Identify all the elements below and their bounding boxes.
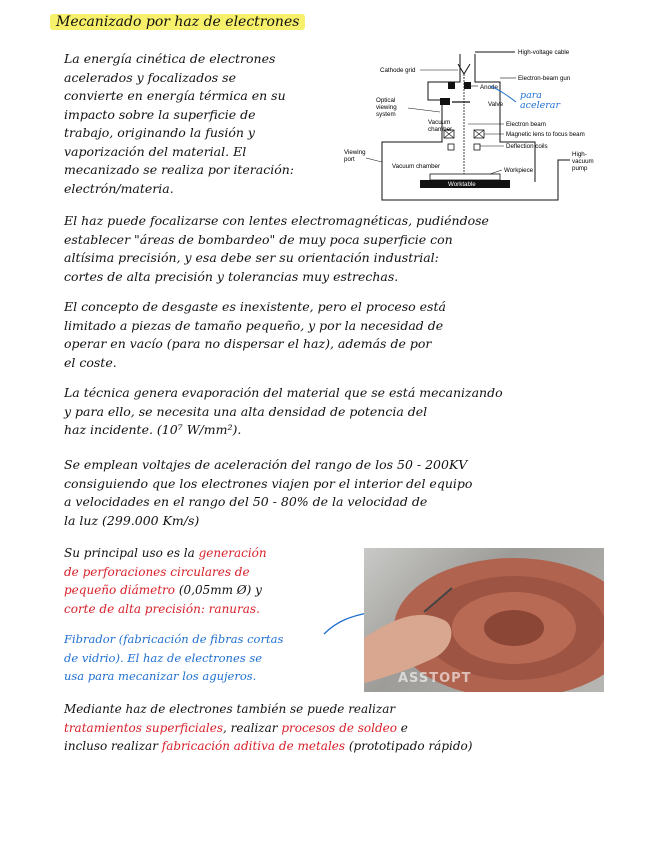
intro-line: mecanizado se realiza por iteración:: [64, 162, 295, 177]
paragraph-focalizacion: [64, 212, 489, 286]
text-line: pequeño diámetro (0,05mm Ø) y: [64, 583, 262, 597]
intro-line: La energía cinética de electrones: [64, 51, 276, 66]
text-line: Se emplean voltajes de aceleración del rango de los 50 - 200KV: [64, 457, 468, 472]
label-worktable: Worktable: [448, 181, 476, 188]
paragraph-voltajes: [64, 456, 472, 530]
label-workpiece: Workpiece: [504, 167, 534, 174]
label-electron-beam: Electron beam: [506, 121, 546, 128]
photo-machining-part: [364, 548, 604, 692]
text-line: El haz puede focalizarse con lentes electromagnéticas, pudiéndose: [64, 213, 489, 228]
label-cathode-grid: Cathode grid: [380, 67, 416, 74]
text-line: incluso realizar fabricación aditiva de metales (prototipado rápido): [64, 739, 473, 753]
intro-line: impacto sobre la superficie de: [64, 106, 256, 122]
text-line: Fibrador (fabricación de fibras cortas: [64, 632, 284, 646]
text-line: Mediante haz de electrones también se puede realizar: [64, 702, 396, 716]
text-line: la luz (299.000 Km/s): [64, 512, 200, 528]
label-deflection-coils: Deflection coils: [506, 143, 548, 150]
label-high-vacuum-pump: High- vacuum pump: [572, 151, 594, 172]
text-line: el coste.: [64, 354, 117, 370]
intro-line: trabajo, originando la fusión y: [64, 125, 255, 140]
text-line: operar en vacío (para no dispersar el haz), además de por: [64, 336, 432, 351]
electron-beam-machine-diagram: [340, 42, 640, 207]
label-electron-beam-gun: Electron-beam gun: [518, 75, 571, 82]
text-line: altísima precisión, y esa debe ser su orientación industrial:: [64, 250, 439, 265]
text-line: a velocidades en el rango del 50 - 80% de la velocidad de: [64, 494, 428, 509]
text-line: corte de alta precisión: ranuras.: [64, 601, 260, 616]
label-vacuum-chamber: Vacuum chamber: [392, 163, 441, 170]
intro-paragraph: [64, 50, 294, 198]
text-line: de perforaciones circulares de: [64, 564, 250, 579]
text-line: El concepto de desgaste es inexistente, pero el proceso está: [64, 299, 446, 314]
text-line: Su principal uso es la generación: [64, 546, 267, 560]
photo-watermark: ASSTOPT: [398, 671, 472, 686]
page-title: Mecanizado por haz de electrones: [50, 14, 305, 30]
intro-line: acelerados y focalizados se: [64, 69, 236, 85]
text-line: consiguiendo que los electrones viajen por el interior del equipo: [64, 475, 473, 491]
paragraph-evaporacion: [64, 384, 503, 440]
text-line: establecer "áreas de bombardeo" de muy poca superficie con: [64, 231, 453, 247]
text-line: de vidrio). El haz de electrones se: [64, 650, 263, 665]
paragraph-otras-aplicaciones: [64, 700, 472, 756]
label-valve: Valve: [488, 101, 504, 108]
text-line: cortes de alta precisión y tolerancias muy estrechas.: [64, 268, 399, 284]
paragraph-desgaste: [64, 298, 446, 372]
intro-line: electrón/materia.: [64, 180, 174, 196]
intro-line: vaporización del material. El: [64, 143, 247, 159]
label-high-voltage-cable: High-voltage cable: [518, 49, 570, 56]
text-line: tratamientos superficiales, realizar procesos de soldeo e: [64, 720, 408, 735]
text-line: y para ello, se necesita una alta densidad de potencia del: [64, 403, 428, 419]
paragraph-fibrador: [64, 630, 283, 686]
note-para-acelerar: para acelerar: [520, 90, 561, 111]
paragraph-uso-principal: [64, 544, 267, 618]
text-line: limitado a piezas de tamaño pequeño, y por la necesidad de: [64, 317, 444, 333]
intro-line: convierte en energía térmica en su: [64, 88, 286, 103]
text-line: usa para mecanizar los agujeros.: [64, 669, 257, 683]
text-line: haz incidente. (10⁷ W/mm²).: [64, 422, 242, 437]
label-viewing-port: Viewing port: [344, 149, 366, 163]
text-line: La técnica genera evaporación del material que se está mecanizando: [64, 385, 503, 400]
label-optical-viewing-system: Optical viewing system: [376, 97, 397, 118]
label-vacuum-chamber-top: Vacuum chamber: [428, 119, 453, 133]
label-anode: Anode: [480, 84, 498, 91]
label-magnetic-lens: Magnetic lens to focus beam: [506, 131, 585, 138]
